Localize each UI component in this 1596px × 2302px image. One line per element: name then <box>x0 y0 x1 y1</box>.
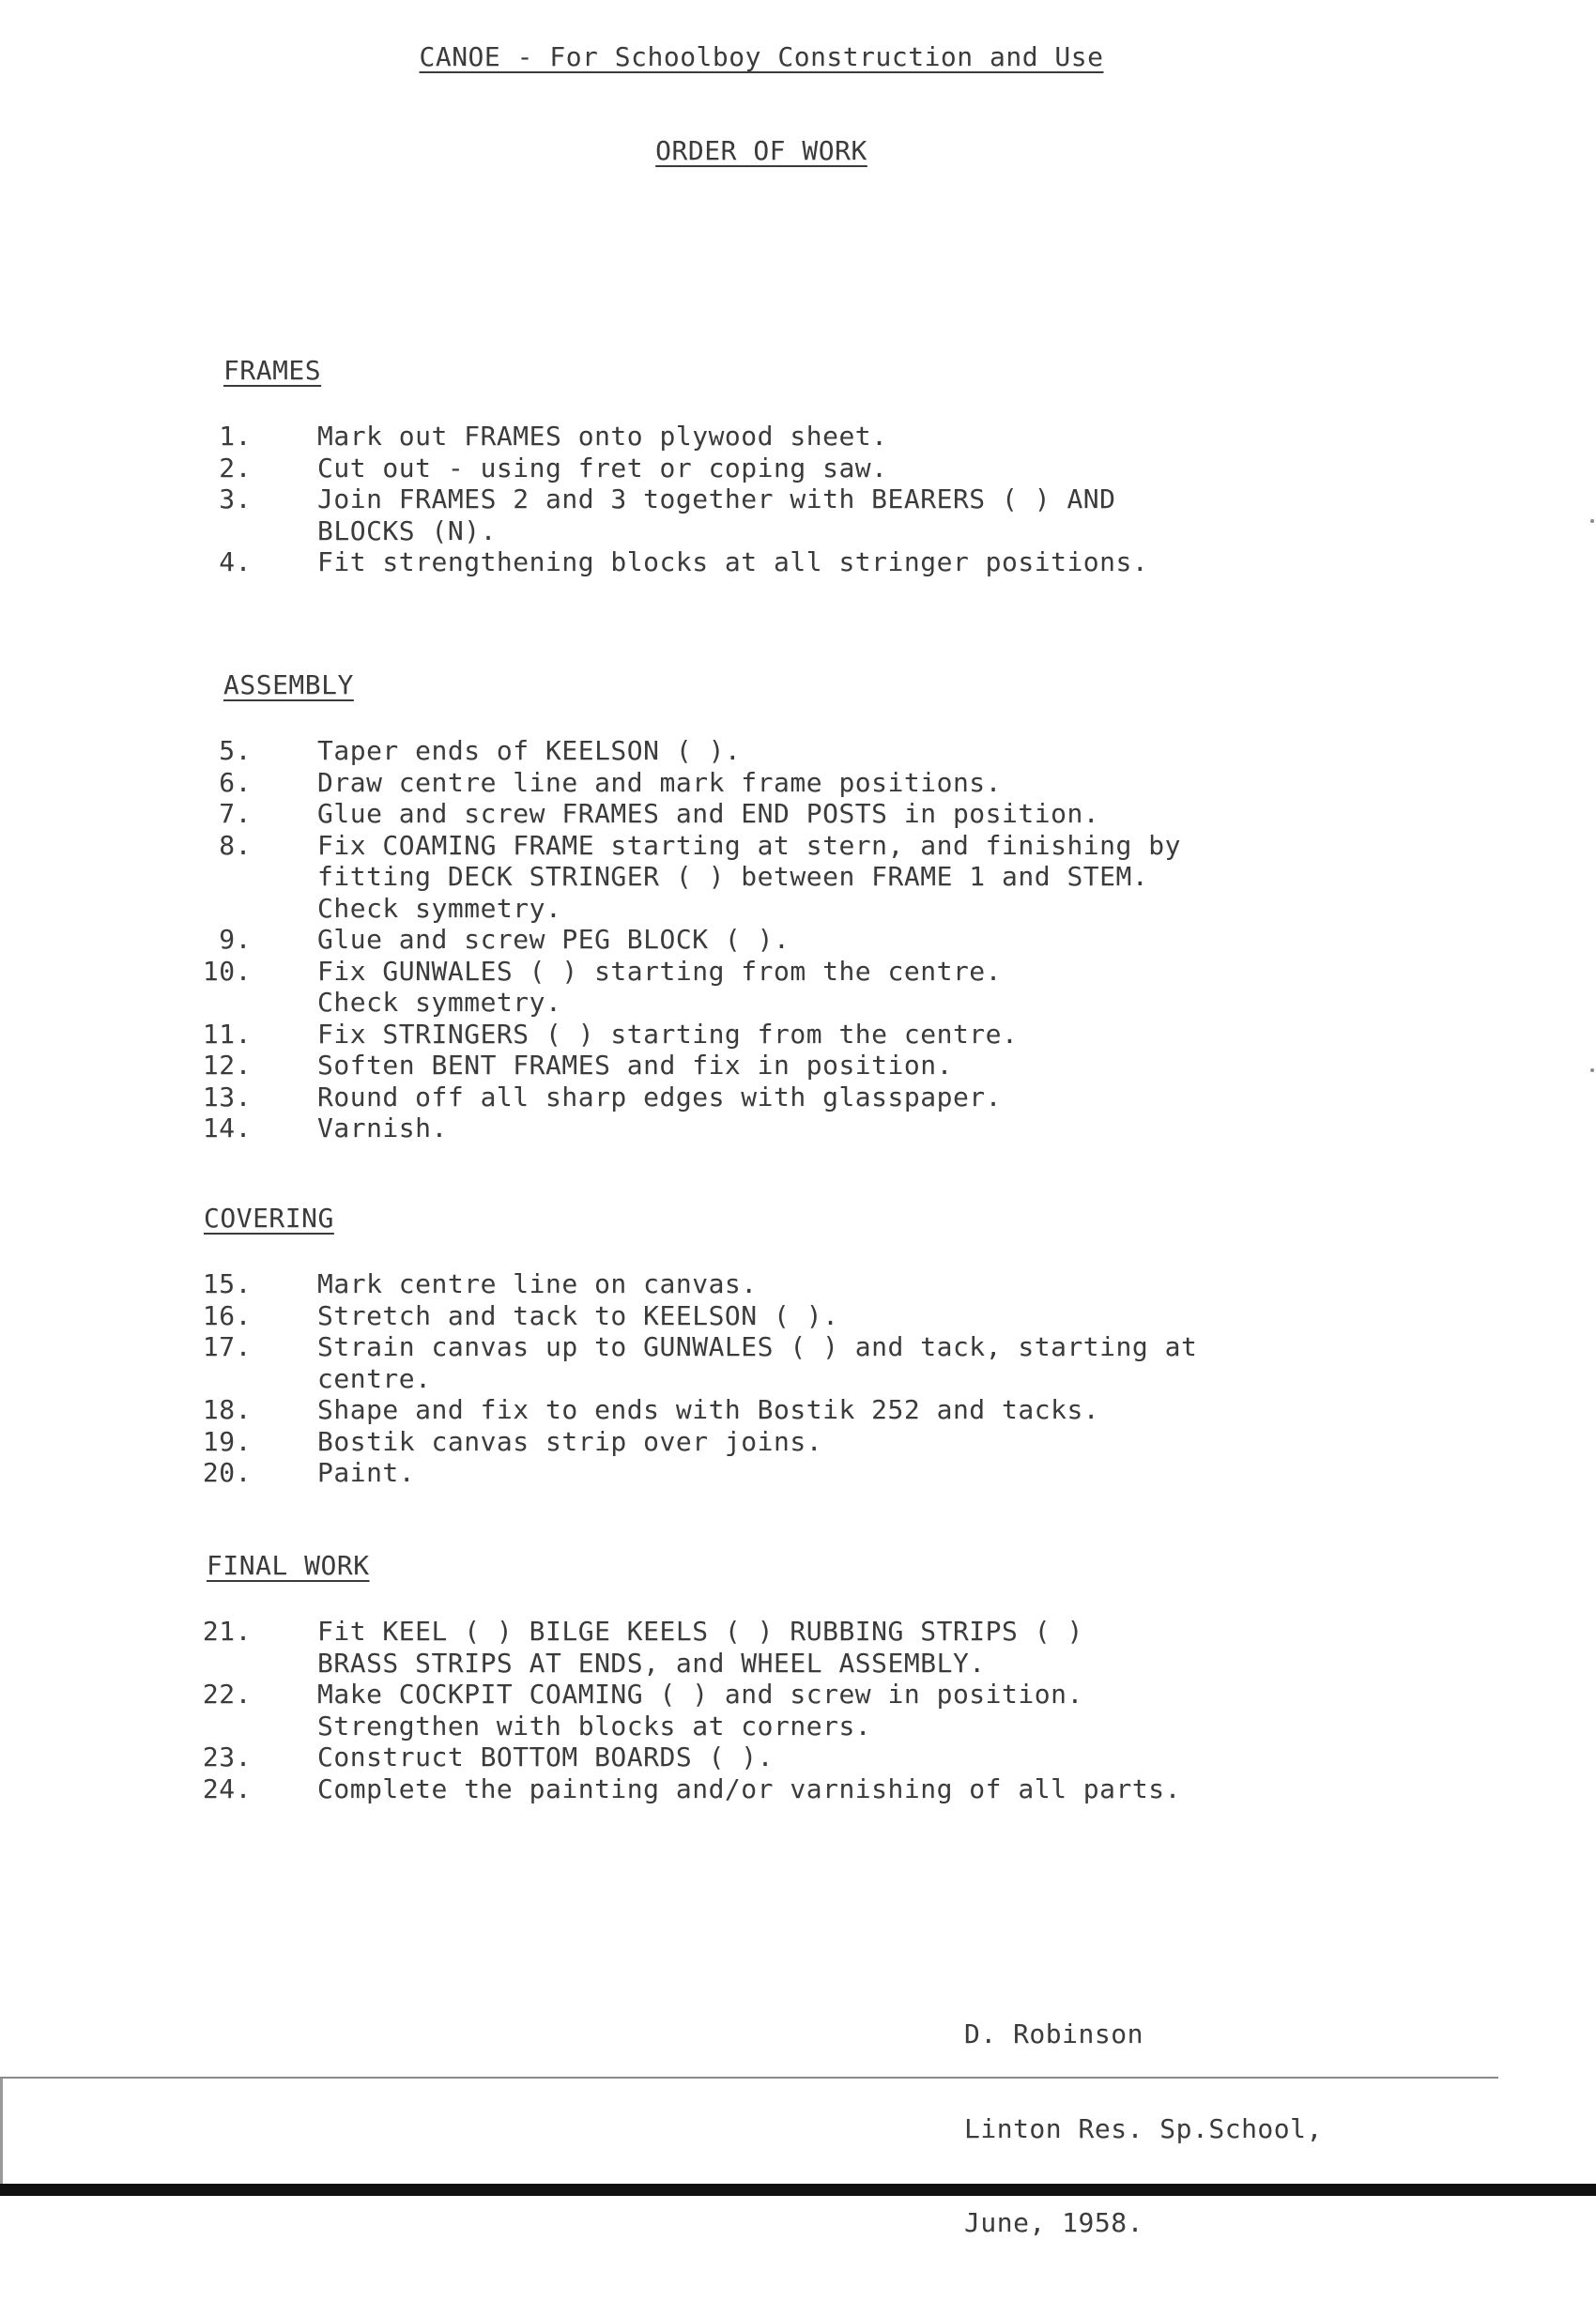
step-text: Taper ends of KEELSON ( ). <box>317 735 742 766</box>
section-heading: FINAL WORK <box>207 1550 370 1581</box>
step-number: 9. <box>219 924 252 955</box>
scan-left-edge <box>0 2079 3 2191</box>
step-text: Fit KEEL ( ) BILGE KEELS ( ) RUBBING STRIPS ( ) <box>317 1616 1083 1647</box>
step-text: Complete the painting and/or varnishing of all parts. <box>317 1773 1181 1804</box>
section-heading: FRAMES <box>223 355 322 386</box>
step-number: 14. <box>202 1113 252 1143</box>
step-text: Construct BOTTOM BOARDS ( ). <box>317 1742 775 1773</box>
step-text: Glue and screw PEG BLOCK ( ). <box>317 924 790 955</box>
step-number: 1. <box>219 421 252 452</box>
signature-block <box>964 1956 1323 2302</box>
step-text: Stretch and tack to KEELSON ( ). <box>317 1299 839 1331</box>
step-text: Check symmetry. <box>317 987 562 1018</box>
step-text: centre. <box>317 1362 432 1394</box>
document-title: CANOE - For Schoolboy Construction and Use <box>419 41 1104 72</box>
scan-speck <box>1590 1068 1594 1072</box>
scan-speck <box>1590 519 1594 523</box>
step-number: 16. <box>202 1299 252 1331</box>
section-heading: ASSEMBLY <box>223 669 354 700</box>
step-text: Fix GUNWALES ( ) starting from the centre. <box>317 955 1003 987</box>
step-text: Make COCKPIT COAMING ( ) and screw in position. <box>317 1679 1083 1710</box>
step-number: 13. <box>202 1081 252 1113</box>
step-number: 4. <box>219 546 252 577</box>
step-text: Check symmetry. <box>317 892 562 924</box>
step-text: Varnish. <box>317 1113 448 1143</box>
step-number: 20. <box>202 1457 252 1488</box>
step-number: 15. <box>202 1268 252 1299</box>
step-text: BLOCKS (N). <box>317 514 497 546</box>
scan-bottom-edge <box>0 2184 1596 2196</box>
step-text: Cut out - using fret or coping saw. <box>317 452 888 483</box>
bottom-rule <box>0 2077 1498 2079</box>
step-number: 7. <box>219 798 252 829</box>
step-number: 8. <box>219 829 252 861</box>
step-text: Round off all sharp edges with glasspaper. <box>317 1081 1003 1113</box>
step-text: Fix STRINGERS ( ) starting from the centre. <box>317 1018 1019 1050</box>
document-subtitle: ORDER OF WORK <box>655 135 867 166</box>
step-text: Mark centre line on canvas. <box>317 1268 758 1299</box>
step-number: 5. <box>219 735 252 766</box>
step-number: 3. <box>219 483 252 514</box>
step-text: Glue and screw FRAMES and END POSTS in position. <box>317 798 1100 829</box>
section-heading: COVERING <box>204 1203 334 1234</box>
step-text: Strengthen with blocks at corners. <box>317 1710 872 1742</box>
step-text: Mark out FRAMES onto plywood sheet. <box>317 421 888 452</box>
step-number: 18. <box>202 1394 252 1425</box>
step-text: Fit strengthening blocks at all stringer positions. <box>317 546 1149 577</box>
signature-name: D. Robinson <box>964 2018 1143 2049</box>
step-number: 23. <box>202 1742 252 1773</box>
step-number: 17. <box>202 1331 252 1362</box>
step-text: Shape and fix to ends with Bostik 252 and tacks. <box>317 1394 1100 1425</box>
signature-school: Linton Res. Sp.School, <box>964 2112 1323 2144</box>
step-number: 11. <box>202 1018 252 1050</box>
step-number: 22. <box>202 1679 252 1710</box>
step-text: Soften BENT FRAMES and fix in position. <box>317 1050 953 1081</box>
step-text: Strain canvas up to GUNWALES ( ) and tack, starting at <box>317 1331 1198 1362</box>
step-text: fitting DECK STRINGER ( ) between FRAME 1 and STEM. <box>317 861 1149 892</box>
step-number: 24. <box>202 1773 252 1804</box>
step-text: Bostik canvas strip over joins. <box>317 1425 823 1457</box>
step-number: 10. <box>202 955 252 987</box>
signature-date: June, 1958. <box>964 2207 1143 2238</box>
step-number: 21. <box>202 1616 252 1647</box>
step-number: 19. <box>202 1425 252 1457</box>
step-text: Draw centre line and mark frame positions. <box>317 766 1003 798</box>
step-number: 6. <box>219 766 252 798</box>
step-number: 12. <box>202 1050 252 1081</box>
step-text: Fix COAMING FRAME starting at stern, and finishing by <box>317 829 1181 861</box>
step-text: Paint. <box>317 1457 416 1488</box>
step-number: 2. <box>219 452 252 483</box>
step-text: BRASS STRIPS AT ENDS, and WHEEL ASSEMBLY. <box>317 1647 986 1679</box>
step-text: Join FRAMES 2 and 3 together with BEARERS ( ) AND <box>317 483 1116 514</box>
